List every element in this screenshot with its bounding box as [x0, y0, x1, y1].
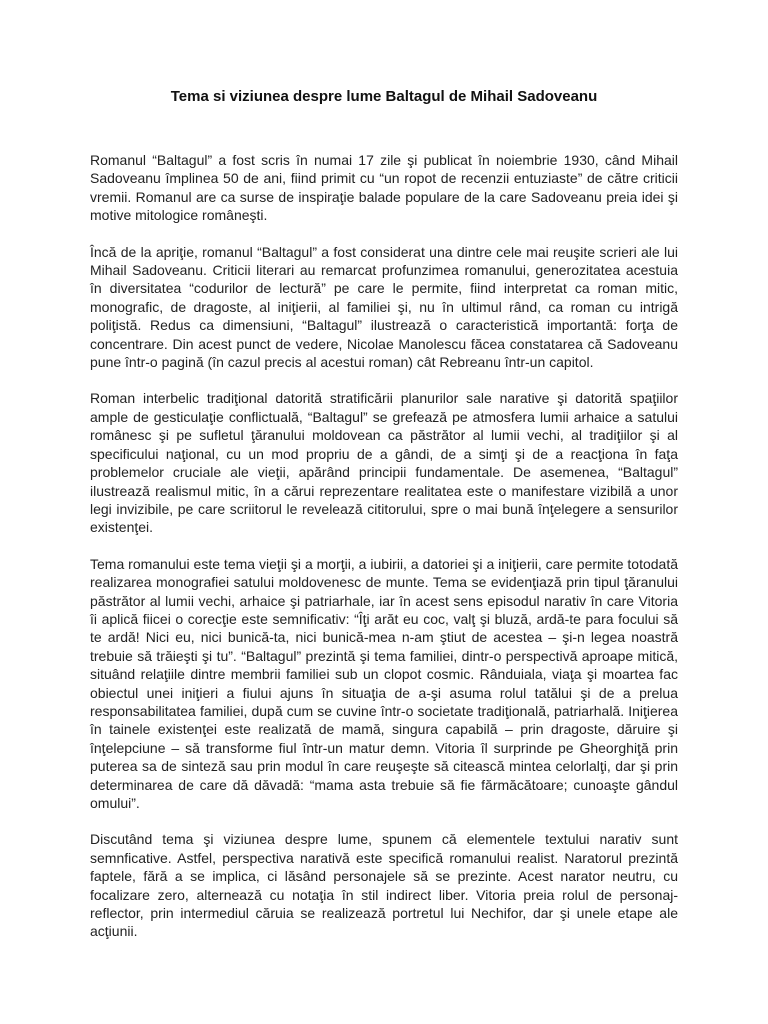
paragraph-reception: Încă de la apriţie, romanul “Baltagul” a fost considerat una dintre cele mai reuşite scrieri ale lui Mihail Sadoveanu. Criticii literari au remarcat profunzimea romanului, generozitatea acestuia în diversitatea “codurilor de lectură” pe care le permite, fiind interpretat ca roman mitic, monografic, de dragoste, al iniţierii, al familiei şi, nu în ultimul rând, ca roman cu intrigă poliţistă. Redus ca dimensiuni, “Baltagul” ilustrează o caracteristică importantă: forţa de concentrare. Din acest punct de vedere, Nicolae Manolescu făcea constatarea că Sadoveanu pune într-o pagină (în cazul precis al acestui roman) cât Rebreanu într-un capitol.: [90, 243, 678, 371]
paragraph-traditional-novel: Roman interbelic tradiţional datorită stratificării planurilor sale narative şi datorită spaţiilor ample de gesticulaţie conflictuală, “Baltagul” se grefează pe atmosfera lumii arhaice a satului românesc şi pe sufletul ţăranului moldovean ca păstrător al lumii vechi, al tradiţiilor şi al specificului naţional, cu un mod propriu de a gândi, de a simţi şi de a reacţiona în faţa problemelor cruciale ale vieţii, apărând principii fundamentale. De asemenea, “Baltagul” ilustrează realismul mitic, în a cărui reprezentare realitatea este o manifestare vizibilă a unor legi invizibile, pe care scriitorul le revelează cititorului, spre o mai bună înţelegere a sensurilor existenţei.: [90, 390, 678, 536]
document-title: Tema si viziunea despre lume Baltagul de Mihail Sadoveanu: [170, 88, 598, 105]
paragraph-theme: Tema romanului este tema vieţii şi a morţii, a iubirii, a datoriei şi a iniţierii, care permite totodată realizarea monografiei satului moldovenesc de munte. Tema se evidenţiază prin tipul ţăranului păstrător al lumii vechi, arhaice şi patriarhale, iar în acest sens episodul narativ în care Vitoria îi aplică fiicei o corecţie este semnificativ: “Îţi arăt eu coc, valţ şi bluză, ardă-te para focului să te ardă! Nici eu, nici bunică-ta, nici bunică-mea n-am ştiut de acestea – şi-n legea noastră trebuie să trăieşti şi tu”. “Baltagul” prezintă şi tema familiei, dintr-o perspectivă aproape mitică, situând relaţiile dintre membrii familiei sub un clopot cosmic. Rânduiala, viaţa şi moartea fac obiectul unei iniţieri a fiului ajuns în situaţia de a-şi asuma rolul tatălui şi de a prelua responsabilitatea familiei, după cum se cuvine într-o societate tradiţională, patriarhală. Iniţierea în tainele existenţei este realizată de mamă, singura capabilă – prin dragoste, dăruire şi înţelepciune – să transforme fiul într-un matur demn. Vitoria îl surprinde pe Gheorghiţă prin puterea sa de sinteză sau prin modul în care reuşeşte să citească mintea celorlalţi, dar şi prin determinarea de care dă dăvadă: “mama asta trebuie să fie fărmăcătoare; cunoaşte gândul omului”.: [90, 555, 678, 811]
paragraph-intro: Romanul “Baltagul” a fost scris în numai 17 zile şi publicat în noiembrie 1930, când Mihail Sadoveanu împlinea 50 de ani, fiind primit cu “un ropot de recenzii entuziaste” de către criticii vremii. Romanul are ca surse de inspiraţie balade populare de la care Sadoveanu preia idei şi motive mitologice româneşti.: [90, 152, 678, 224]
paragraph-narrative-perspective: Discutând tema şi viziunea despre lume, spunem că elementele textului narativ sunt semnficative. Astfel, perspectiva narativă este specifică romanului realist. Naratorul prezintă faptele, fără a se implica, ci lăsând personajele să se prezinte. Acest narator neutru, cu focalizare zero, alternează cu notaţia în stil indirect liber. Vitoria preia rolul de personaj-reflector, prin intermediul căruia se realizează portretul lui Nechifor, dar şi unele etape ale acţiunii.: [90, 831, 678, 940]
document-body: [90, 151, 678, 959]
